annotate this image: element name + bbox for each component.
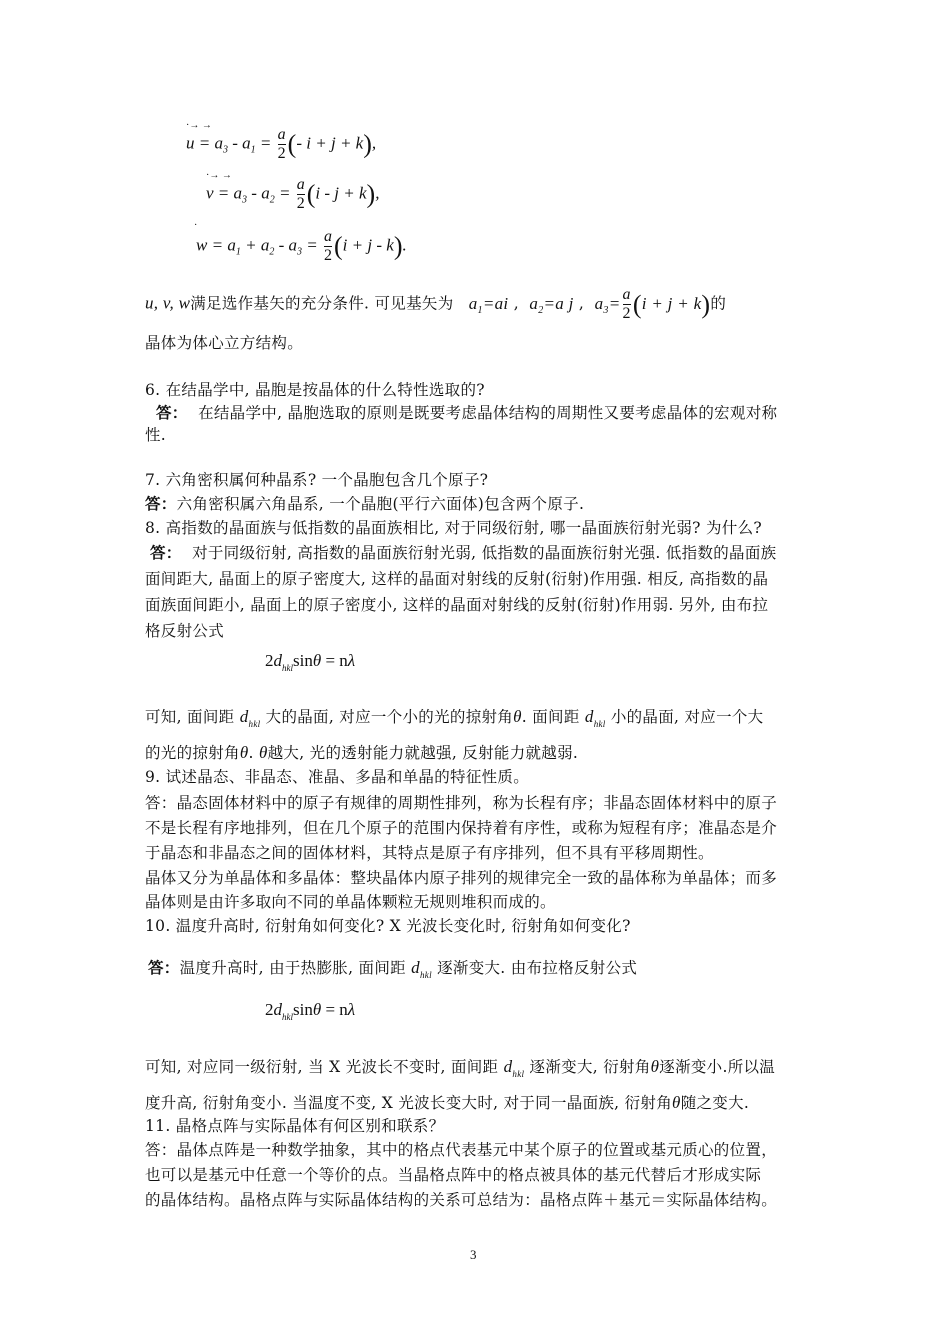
answer-label: 答： <box>156 403 188 422</box>
answer-label: 答： <box>145 494 177 513</box>
answer-8-after-line-2: 的光的掠射角θ. θ越大, 光的透射能力就越强, 反射能力就越弱. <box>145 743 579 762</box>
basis-end-text: 的 <box>710 294 727 313</box>
answer-8-line-2: 面间距大, 晶面上的原子密度大, 这样的晶面对射线的反射(衍射)作用强. 相反, 高指数的晶 <box>145 570 769 588</box>
bragg-formula-2: $2d_{hkl}\sin\theta = n\lambda$ <box>265 1000 356 1022</box>
answer-10-line-1: 答：温度升高时, 由于热膨胀, 面间距 $d_{hkl}$ 逐渐变大. 由布拉格反射公式 <box>148 958 638 980</box>
question-9: 9. 试述晶态、非晶态、准晶、多晶和单晶的特征性质。 <box>145 768 530 786</box>
answer-6-line-1: 答： 在结晶学中, 晶胞选取的原则是既要考虑晶体结构的周期性又要考虑晶体的宏观对称 <box>156 403 778 422</box>
question-11: 11. 晶格点阵与实际晶体有何区别和联系？ <box>145 1117 445 1135</box>
basis-line-2: 晶体为体心立方结构。 <box>145 334 304 352</box>
question-6: 6. 在结晶学中, 晶胞是按晶体的什么特性选取的? <box>145 381 485 399</box>
equation-u: ·→ → $u = a_3 - a_1$ = $\frac{a}{2}$ (- i + j + k), <box>186 120 377 162</box>
answer-9-line-3: 于晶态和非晶态之间的固体材料，其特点是原子有序排列，但不具有平移周期性。 <box>145 844 714 862</box>
page-number: 3 <box>470 1247 477 1262</box>
basis-line: u, v, w满足选作基矢的充分条件. 可见基矢为 $a_1=ai$ , $a_2=a$ j , $a_3=$ $\frac{a}{2}$ (i + j + k)的 <box>145 286 727 322</box>
answer-8-line-1: 答： 对于同级衍射, 高指数的晶面族衍射光弱, 低指数的晶面族衍射光强. 低指数的晶面族 <box>150 543 777 562</box>
answer-9-line-5: 晶体则是由许多取向不同的单晶体颗粒无规则堆积而成的。 <box>145 893 556 911</box>
answer-10-after-line-1: 可知, 对应同一级衍射, 当 X 光波长不变时, 面间距 $d_{hkl}$ 逐渐变大, 衍射角θ逐渐变小.所以温 <box>145 1057 776 1079</box>
answer-10-after-line-2: 度升高, 衍射角变小. 当温度不变, X 光波长变大时, 对于同一晶面族, 衍射角θ随之变大. <box>145 1093 750 1112</box>
answer-9-line-2: 不是长程有序地排列，但在几个原子的范围内保持着有序性，或称为短程有序；准晶态是介 <box>145 819 778 837</box>
answer-11-line-3: 的晶体结构。晶格点阵与实际晶体结构的关系可总结为：晶格点阵＋基元＝实际晶体结构。 <box>145 1191 778 1209</box>
answer-9-line-1: 答：晶态固体材料中的原子有规律的周期性排列，称为长程有序；非晶态固体材料中的原子 <box>145 794 778 812</box>
equation-v: ·→ → $v = a_3 - a_2$ = $\frac{a}{2}$ (i - j + k), <box>206 170 380 212</box>
answer-11-line-1: 答：晶体点阵是一种数学抽象，其中的格点代表基元中某个原子的位置或基元质心的位置， <box>145 1141 778 1159</box>
question-10: 10. 温度升高时, 衍射角如何变化? X 光波长变化时, 衍射角如何变化? <box>145 917 631 935</box>
answer-9-line-4: 晶体又分为单晶体和多晶体：整块晶体内原子排列的规律完全一致的晶体称为单晶体；而多 <box>145 869 778 887</box>
answer-11-line-2: 也可以是基元中任意一个等价的点。当晶格点阵中的格点被具体的基元代替后才形成实际 <box>145 1166 762 1184</box>
answer-8-after-line-1: 可知, 面间距 $d_{hkl}$ 大的晶面, 对应一个小的光的掠射角θ. 面间距 $d_{hkl}$ 小的晶面, 对应一个大 <box>145 707 764 729</box>
answer-7: 答：六角密积属六角晶系, 一个晶胞(平行六面体)包含两个原子. <box>145 494 585 513</box>
bragg-formula: $2d_{hkl}\sin\theta = n\lambda$ <box>265 651 356 673</box>
question-8: 8. 高指数的晶面族与低指数的晶面族相比, 对于同级衍射, 哪一晶面族衍射光弱? 为什么? <box>145 519 762 537</box>
basis-lead-text: 满足选作基矢的充分条件. 可见基矢为 <box>190 294 454 313</box>
answer-8-line-3: 面族面间距小, 晶面上的原子密度小, 这样的晶面对射线的反射(衍射)作用弱. 另外, 由布拉 <box>145 596 769 614</box>
answer-label: 答： <box>148 958 180 977</box>
question-7: 7. 六角密积属何种晶系? 一个晶胞包含几个原子? <box>145 471 489 489</box>
equation-w: · $w = a_1 + a_2 - a_3$ = $\frac{a}{2}$ (i + j - k). <box>194 220 407 264</box>
answer-label: 答： <box>150 543 182 562</box>
answer-8-line-4: 格反射公式 <box>145 622 225 640</box>
answer-6-line-2: 性. <box>145 426 167 444</box>
